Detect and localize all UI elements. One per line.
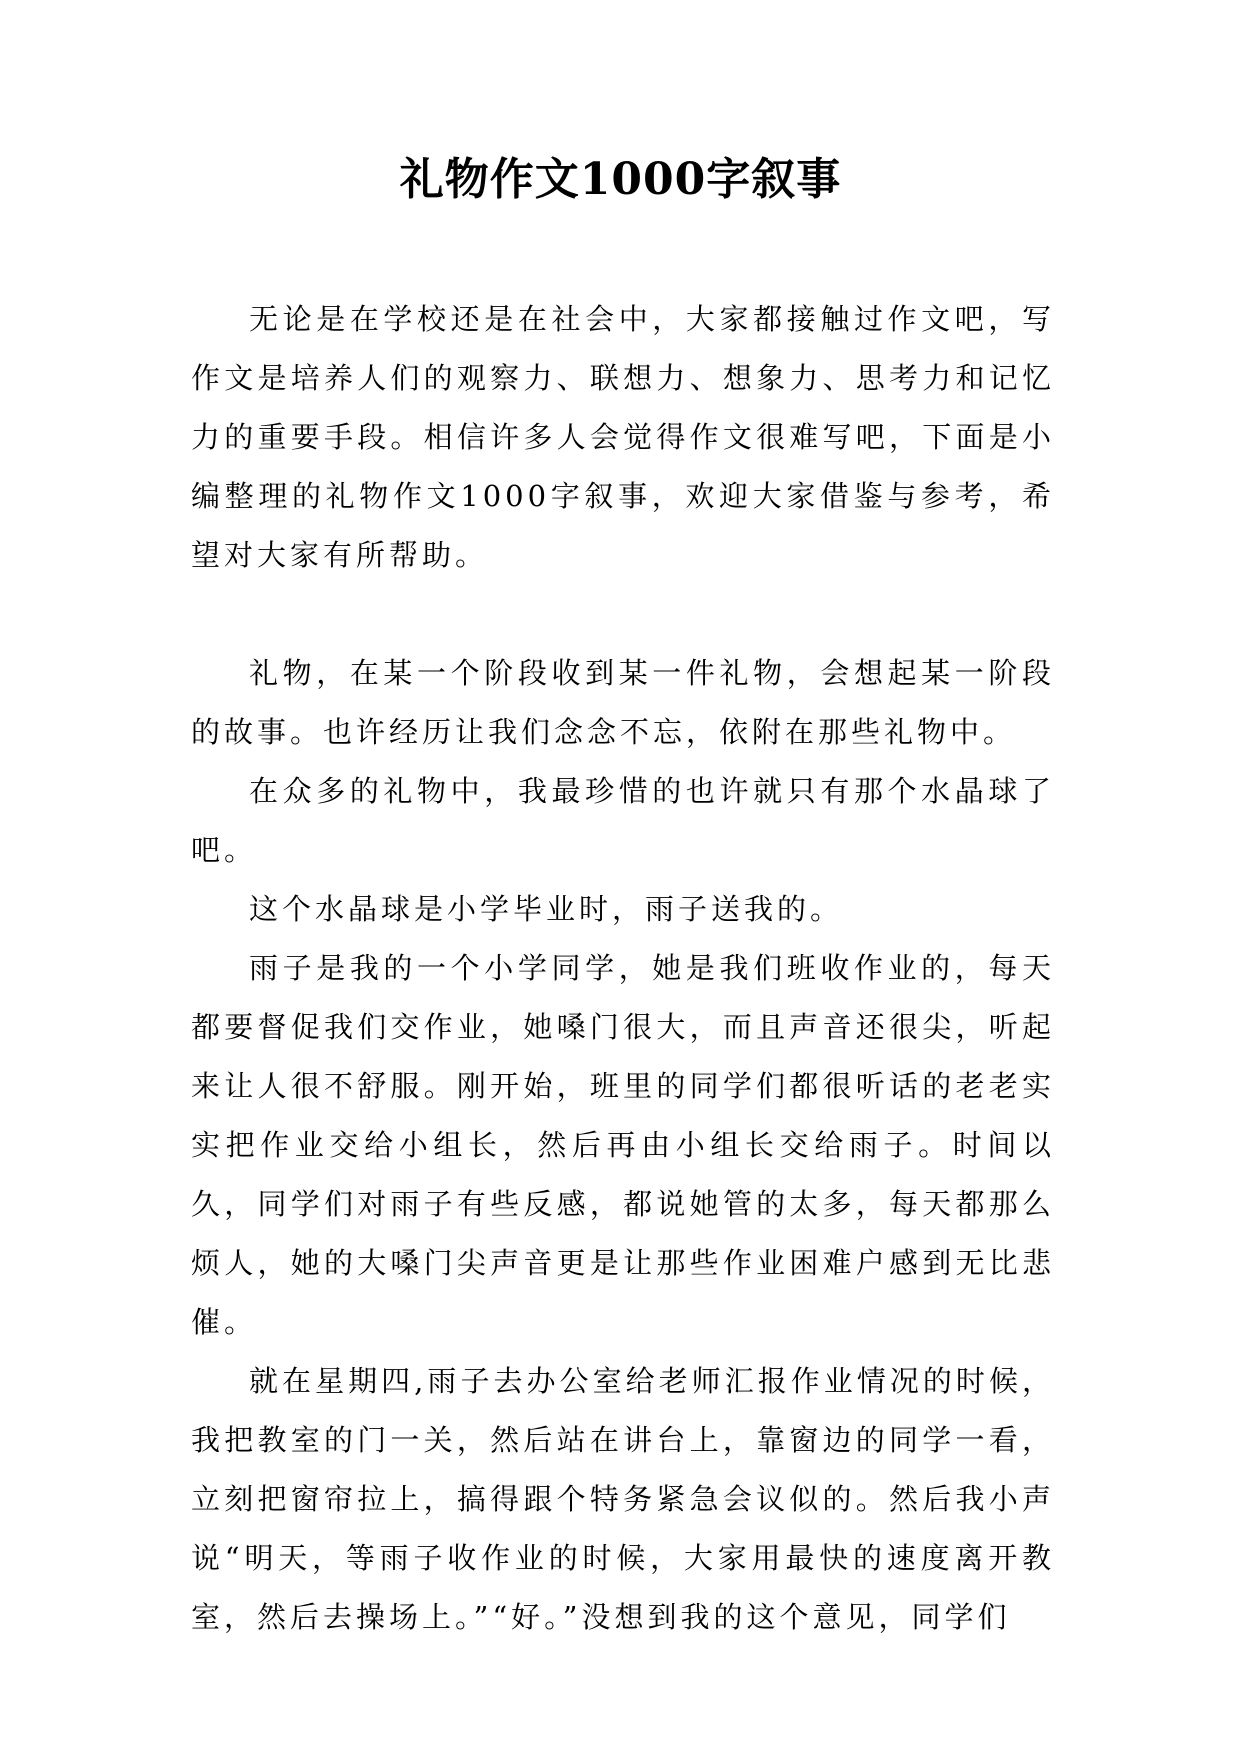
document-title: 礼物作文1000字叙事 (399, 154, 842, 205)
body-paragraph: 礼物，在某一个阶段收到某一件礼物，会想起某一阶段的故事。也许经历让我们念念不忘，依附在那些礼物中。 (191, 656, 1055, 749)
document-body (191, 290, 1055, 1647)
paragraph-gap (191, 585, 1055, 644)
intro-paragraph: 无论是在学校还是在社会中，大家都接触过作文吧，写作文是培养人们的观察力、联想力、想象力、思考力和记忆力的重要手段。相信许多人会觉得作文很难写吧，下面是小编整理的礼物作文1000字叙事，欢迎大家借鉴与参考，希望对大家有所帮助。 (191, 302, 1055, 572)
body-paragraph: 这个水晶球是小学毕业时，雨子送我的。 (249, 892, 844, 926)
body-paragraph: 就在星期四,雨子去办公室给老师汇报作业情况的时候，我把教室的门一关，然后站在讲台上，靠窗边的同学一看，立刻把窗帘拉上，搞得跟个特务紧急会议似的。然后我小声说“明天，等雨子收作业的时候，大家用最快的速度离开教室，然后去操场上。”“好。”没想到我的这个意见，同学们 (191, 1364, 1055, 1634)
body-paragraph: 雨子是我的一个小学同学，她是我们班收作业的，每天都要督促我们交作业，她嗓门很大，而且声音还很尖，听起来让人很不舒服。刚开始，班里的同学们都很听话的老老实实把作业交给小组长，然后再由小组长交给雨子。时间以久，同学们对雨子有些反感，都说她管的太多，每天都那么烦人，她的大嗓门尖声音更是让那些作业困难户感到无比悲催。 (191, 951, 1055, 1339)
body-paragraph: 在众多的礼物中，我最珍惜的也许就只有那个水晶球了吧。 (191, 774, 1055, 867)
